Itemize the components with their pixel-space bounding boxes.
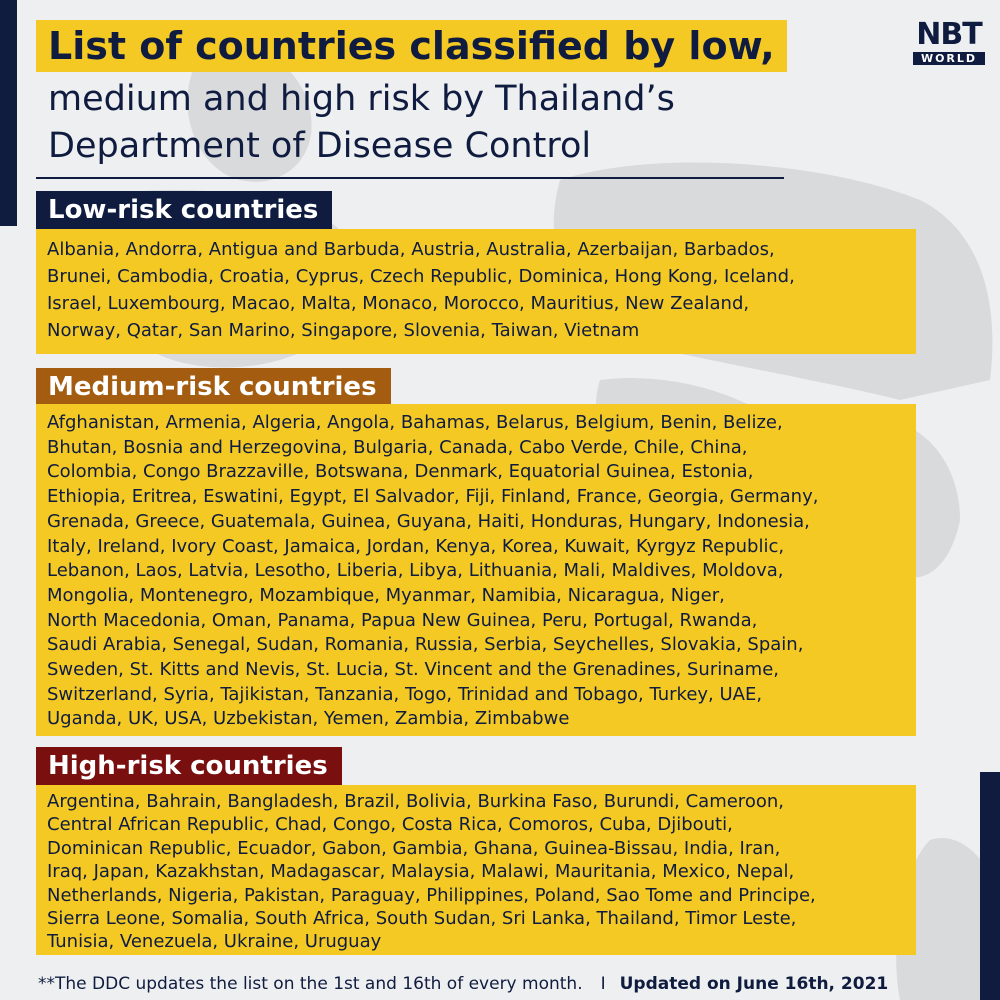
logo-sub: WORLD [913, 52, 985, 65]
footer [38, 972, 978, 996]
low-risk-heading: Low-risk countries [36, 191, 332, 229]
right-accent-bar [980, 772, 1000, 1000]
low-risk-countries-list: Albania, Andorra, Antigua and Barbuda, Austria, Australia, Azerbaijan, Barbados, Brunei, Cambodia, Croatia, Cyprus, Czech Republic, Dominica, Hong Kong, Iceland, Israel, Luxembourg, Macao, Malta, Monaco, Morocco, Mauritius, New Zealand, Norway, Qatar, San Marino, Singapore, Slovenia, Taiwan, Vietnam [36, 229, 916, 354]
title-highlight-line: List of countries classified by low, [36, 20, 787, 72]
nbt-world-logo [913, 17, 985, 65]
high-risk-countries-list: Argentina, Bahrain, Bangladesh, Brazil, Bolivia, Burkina Faso, Burundi, Cameroon, Central African Republic, Chad, Congo, Costa Rica, Comoros, Cuba, Djibouti, Dominican Republic, Ecuador, Gabon, Gambia, Ghana, Guinea-Bissau, India, Iran, Iraq, Japan, Kazakhstan, Madagascar, Malaysia, Malawi, Mauritania, Mexico, Nepal, Netherlands, Nigeria, Pakistan, Paraguay, Philippines, Poland, Sao Tome and Principe, Sierra Leone, Somalia, South Africa, South Sudan, Sri Lanka, Thailand, Timor Leste, Tunisia, Venezuela, Ukraine, Uruguay [36, 785, 916, 955]
footer-separator: I [600, 974, 606, 994]
title-divider [36, 177, 784, 179]
medium-risk-countries-list: Afghanistan, Armenia, Algeria, Angola, Bahamas, Belarus, Belgium, Benin, Belize, Bhutan, Bosnia and Herzegovina, Bulgaria, Canada, Cabo Verde, Chile, China, Colombia, Congo Brazzaville, Botswana, Denmark, Equatorial Guinea, Estonia, Ethiopia, Eritrea, Eswatini, Egypt, El Salvador, Fiji, Finland, France, Georgia, Germany, Grenada, Greece, Guatemala, Guinea, Guyana, Haiti, Honduras, Hungary, Indonesia, Italy, Ireland, Ivory Coast, Jamaica, Jordan, Kenya, Korea, Kuwait, Kyrgyz Republic, Lebanon, Laos, Latvia, Lesotho, Liberia, Libya, Lithuania, Mali, Maldives, Moldova, Mongolia, Montenegro, Mozambique, Myanmar, Namibia, Nicaragua, Niger, North Macedonia, Oman, Panama, Papua New Guinea, Peru, Portugal, Rwanda, Saudi Arabia, Senegal, Sudan, Romania, Russia, Serbia, Seychelles, Slovakia, Spain, Sweden, St. Kitts and Nevis, St. Lucia, St. Vincent and the Grenadines, Suriname, Switzerland, Syria, Tajikistan, Tanzania, Togo, Trinidad and Tobago, Turkey, UAE, Uganda, UK, USA, Uzbekistan, Yemen, Zambia, Zimbabwe [36, 404, 916, 736]
footer-updated-date: Updated on June 16th, 2021 [619, 974, 889, 994]
high-risk-heading: High-risk countries [36, 747, 342, 785]
page-title [36, 20, 796, 170]
footer-update-note: **The DDC updates the list on the 1st and 16th of every month. [38, 974, 583, 994]
title-subline: medium and high risk by Thailand’s Department of Disease Control [48, 79, 675, 166]
medium-risk-heading: Medium-risk countries [36, 368, 391, 406]
left-accent-bar [0, 0, 17, 226]
logo-brand: NBT [916, 17, 982, 52]
